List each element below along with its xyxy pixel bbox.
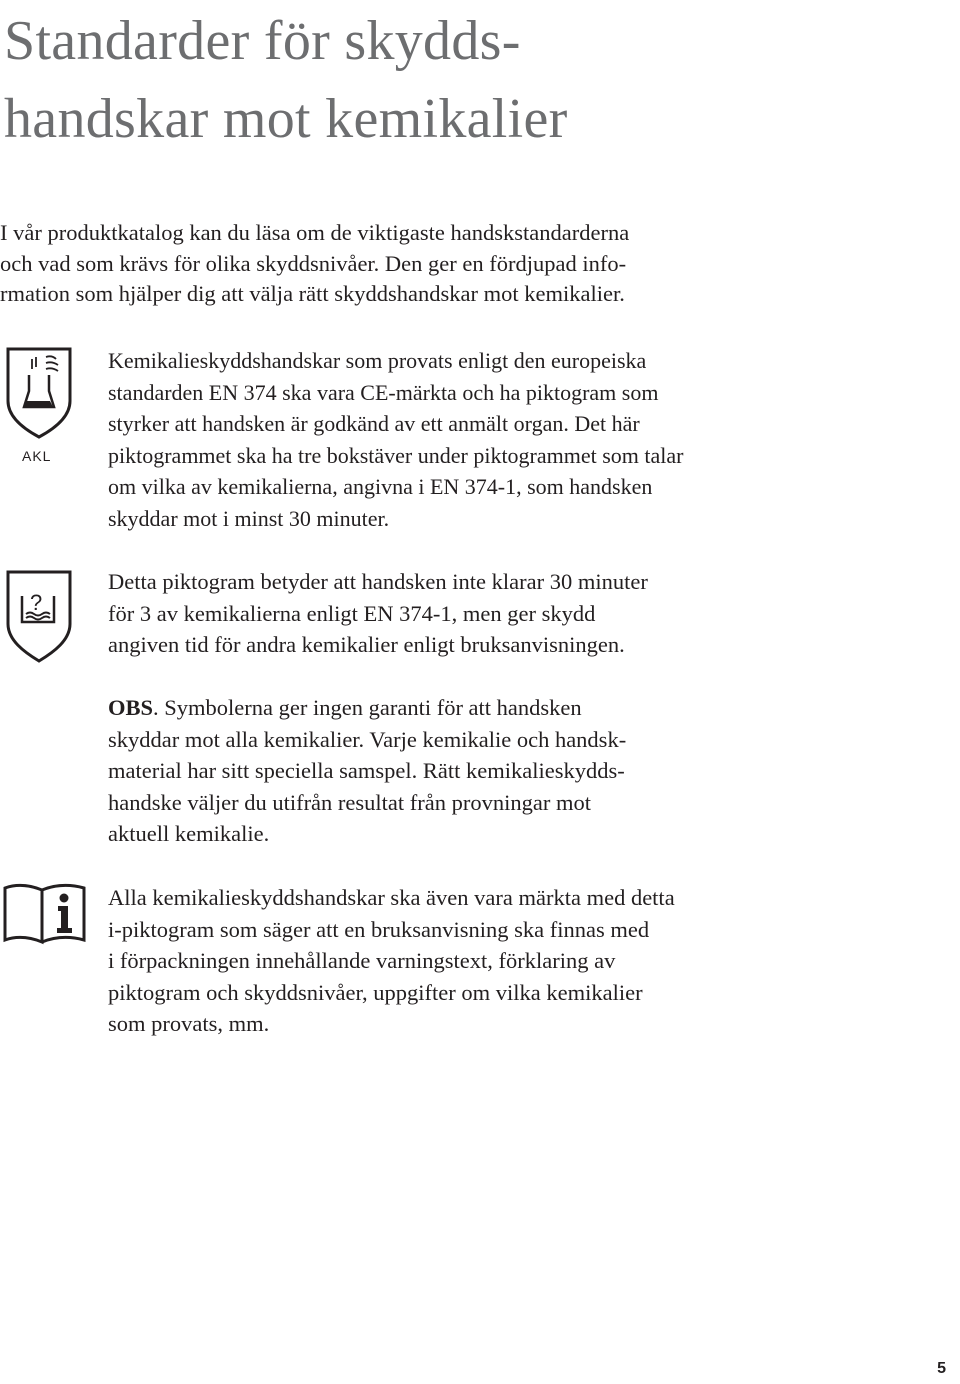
intro-line: I vår produktkatalog kan du läsa om de viktigaste handskstandarderna — [0, 220, 630, 245]
svg-text:?: ? — [30, 590, 43, 615]
beaker-line: för 3 av kemikalierna enligt EN 374-1, men ger skydd — [108, 600, 596, 626]
akl-line: standarden EN 374 ska vara CE-märkta och ha piktogram som — [108, 379, 659, 405]
obs-label: OBS — [108, 695, 154, 720]
intro-line: och vad som krävs för olika skyddsnivåer. Den ger en fördjupad info- — [0, 250, 627, 276]
info-book-icon — [2, 880, 88, 946]
akl-line: skyddar mot i minst 30 minuter. — [108, 505, 390, 531]
info-line: som provats, mm. — [108, 1011, 270, 1036]
obs-paragraph — [108, 692, 808, 850]
beaker-line: angiven tid för andra kemikalier enligt bruksanvisningen. — [108, 632, 625, 657]
info-line: i förpackningen innehållande varningstext, förklaring av — [108, 948, 616, 973]
akl-paragraph — [108, 345, 808, 534]
obs-line: material har sitt speciella samspel. Rätt kemikalieskydds- — [108, 758, 625, 783]
obs-line: skyddar mot alla kemikalier. Varje kemikalie och handsk- — [108, 726, 627, 752]
obs-line: handske väljer du utifrån resultat från provningar mot — [108, 789, 591, 815]
chemical-flask-shield-icon — [2, 345, 76, 440]
intro-line: rmation som hjälper dig att välja rätt skyddshandskar mot kemikalier. — [0, 281, 625, 306]
obs-line: aktuell kemikalie. — [108, 821, 270, 846]
beaker-paragraph — [108, 566, 808, 661]
info-line: i-piktogram som säger att en bruksanvisning ska finnas med — [108, 916, 650, 942]
akl-label: AKL — [22, 448, 52, 464]
akl-line: styrker att handsken är godkänd av ett anmält organ. Det här — [108, 411, 640, 436]
intro-paragraph — [0, 218, 760, 310]
info-line: piktogram och skyddsnivåer, uppgifter om vilka kemikalier — [108, 979, 643, 1005]
title-line-1: Standarder för skydds- — [4, 10, 521, 72]
beaker-question-shield-icon — [2, 568, 76, 664]
page-number: 5 — [937, 1360, 946, 1377]
akl-line: om vilka av kemikalierna, angivna i EN 374-1, som handsken — [108, 474, 653, 499]
title-line-2: handskar mot kemikalier — [4, 88, 568, 150]
beaker-line: Detta piktogram betyder att handsken inte klarar 30 minuter — [108, 569, 648, 594]
info-line: Alla kemikalieskyddshandskar ska även vara märkta med detta — [108, 885, 675, 910]
obs-first-line-text: . Symbolerna ger ingen garanti för att handsken — [153, 695, 582, 720]
akl-line: piktogrammet ska ha tre bokstäver under piktogrammet som talar — [108, 442, 684, 468]
obs-first-line — [108, 692, 808, 724]
info-paragraph — [108, 882, 808, 1040]
akl-line: Kemikalieskyddshandskar som provats enligt den europeiska — [108, 348, 647, 373]
page-title — [4, 2, 904, 158]
